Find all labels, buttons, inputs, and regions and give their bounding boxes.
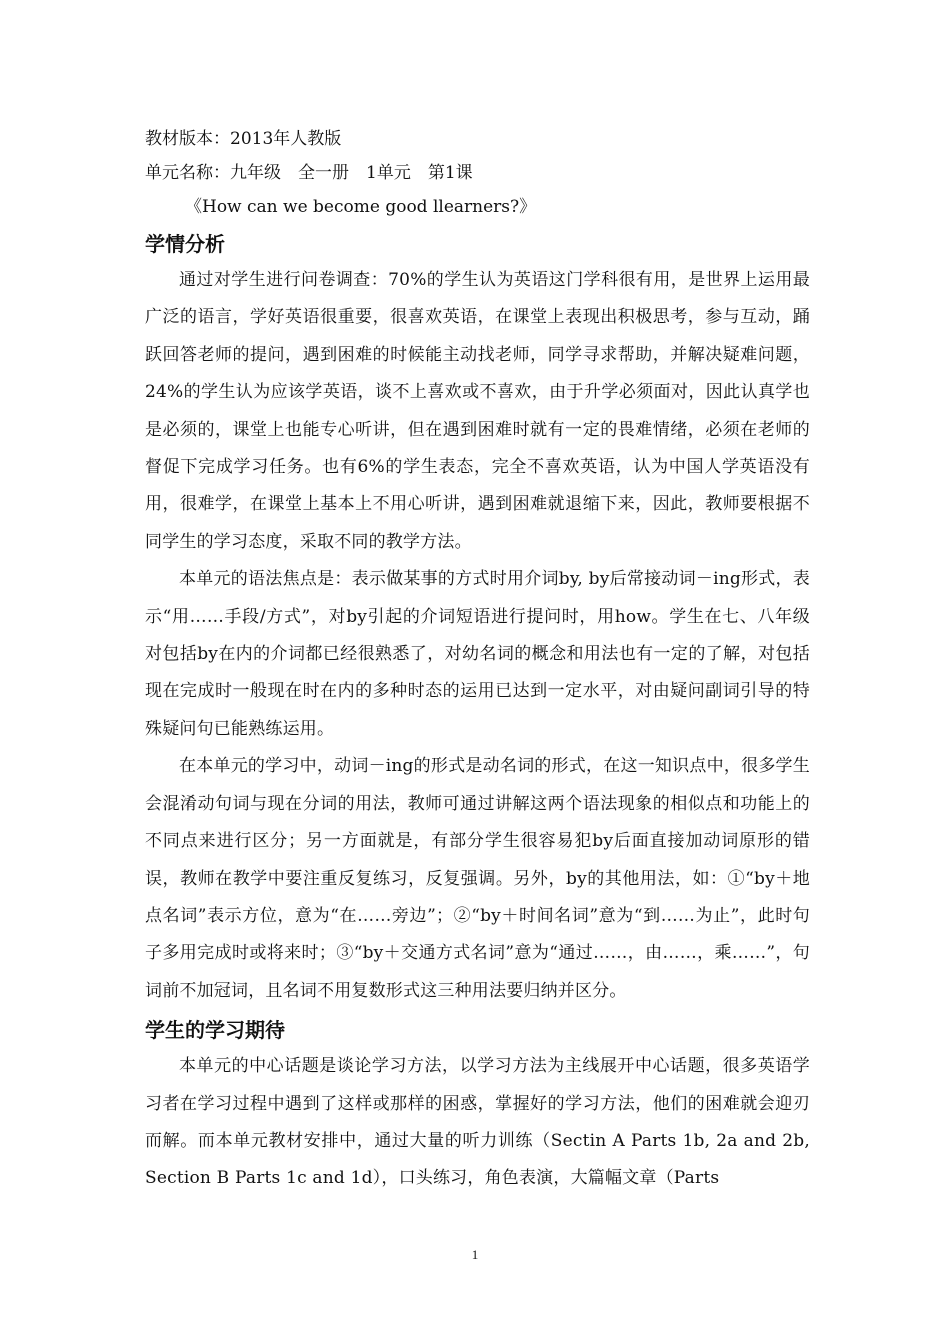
analysis-paragraph-3: 在本单元的学习中，动词－ing的形式是动名词的形式，在这一知识点中，很多学生会混淆动句词与现在分词的用法，教师可通过讲解这两个语法现象的相似点和功能上的不同点来进行区分；另一方面就是，有部分学生很容易犯by后面直接加动词原形的错误，教师在教学中要注重反复练习，反复强调。另外，by的其他用法，如：①“by＋地点名词”表示方位，意为“在……旁边”；②“by＋时间名词”意为“到……为止”，此时句子多用完成时或将来时；③“by＋交通方式名词”意为“通过……，由……，乘……”，句词前不加冠词，且名词不用复数形式这三种用法要归纳并区分。 bbox=[145, 756, 810, 1001]
section-heading-expectation: 学生的学习期待 bbox=[145, 1018, 285, 1043]
section-heading-analysis: 学情分析 bbox=[145, 232, 225, 256]
page-content bbox=[145, 122, 810, 1198]
expectation-paragraph-1: 本单元的中心话题是谈论学习方法，以学习方法为主线展开中心话题，很多英语学习者在学习过程中遇到了这样或那样的困惑，掌握好的学习方法，他们的困难就会迎刃而解。而本单元教材安排中，通过大量的听力训练（Sectin A Parts 1b, 2a and 2b, Section B Parts 1c and 1d），口头练习，角色表演，大篇幅文章（Parts bbox=[145, 1056, 810, 1189]
lesson-title: 《How can we become good llearners?》 bbox=[185, 197, 537, 217]
unit-line: 单元名称：九年级 全一册 1单元 第1课 bbox=[145, 163, 473, 183]
analysis-paragraph-1: 通过对学生进行问卷调查：70%的学生认为英语这门学科很有用，是世界上运用最广泛的语言，学好英语很重要，很喜欢英语，在课堂上表现出积极思考，参与互动，踊跃回答老师的提问，遇到困难的时候能主动找老师，同学寻求帮助，并解决疑难问题，24%的学生认为应该学英语，谈不上喜欢或不喜欢，由于升学必须面对，因此认真学也是必须的，课堂上也能专心听讲，但在遇到困难时就有一定的畏难情绪，必须在老师的督促下完成学习任务。也有6%的学生表态，完全不喜欢英语，认为中国人学英语没有用，很难学，在课堂上基本上不用心听讲，遇到困难就退缩下来，因此，教师要根据不同学生的学习态度，采取不同的教学方法。 bbox=[145, 270, 810, 552]
page-number: 1 bbox=[471, 1247, 479, 1262]
edition-line: 教材版本：2013年人教版 bbox=[145, 129, 342, 149]
analysis-paragraph-2: 本单元的语法焦点是：表示做某事的方式时用介词by, by后常接动词－ing形式，表示“用……手段/方式”，对by引起的介词短语进行提问时，用how。学生在七、八年级对包括by在内的介词都已经很熟悉了，对幼名词的概念和用法也有一定的了解，对包括现在完成时一般现在时在内的多种时态的运用已达到一定水平，对由疑问副词引导的特殊疑问句已能熟练运用。 bbox=[145, 569, 810, 739]
